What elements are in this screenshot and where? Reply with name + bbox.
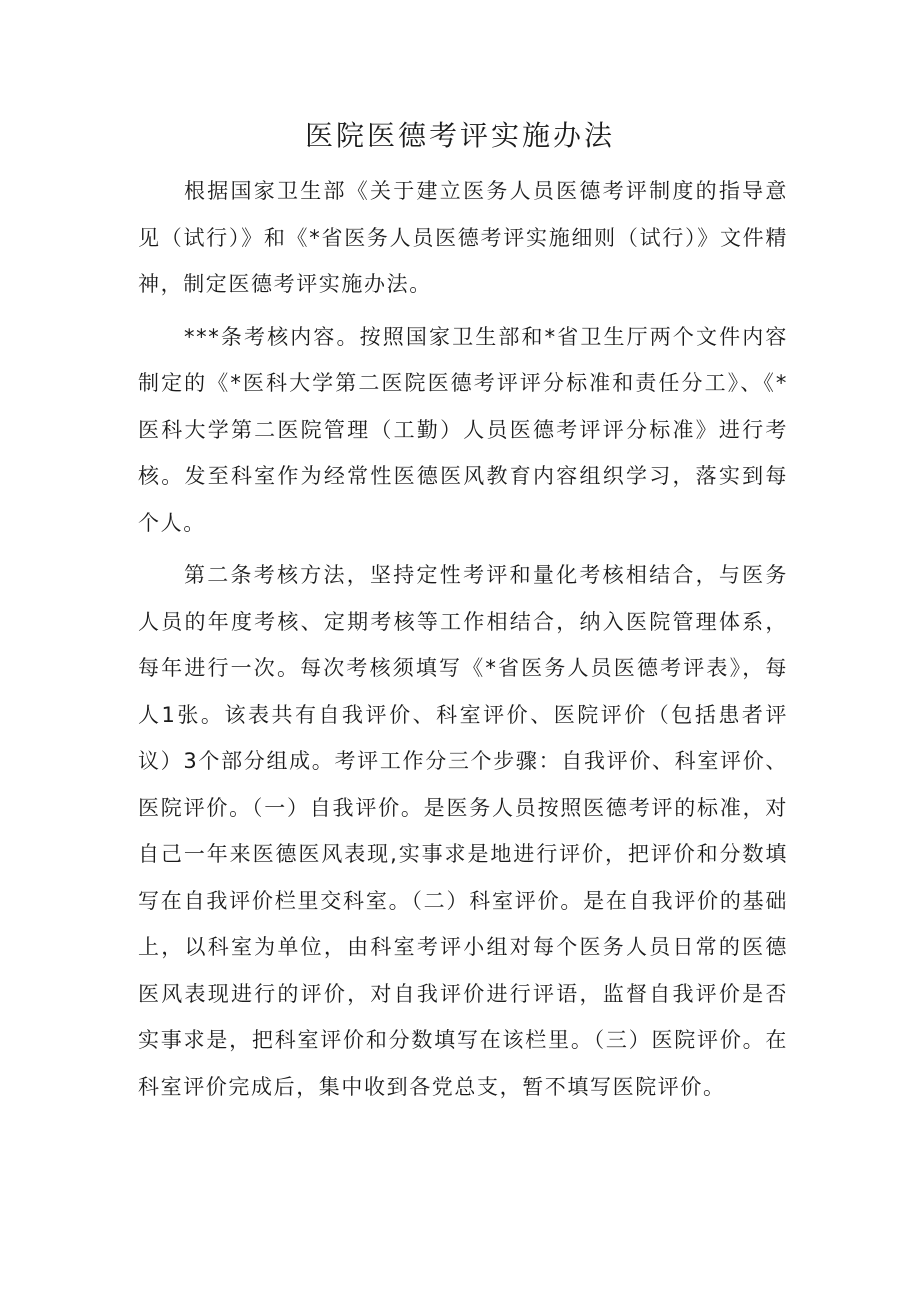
paragraph-article-2: 第二条考核方法，坚持定性考评和量化考核相结合，与医务人员的年度考核、定期考核等工作相结合，纳入医院管理体系，每年进行一次。每次考核须填写《*省医务人员医德考评表》，每人1张。该表共有自我评价、科室评价、医院评价（包括患者评议）3个部分组成。考评工作分三个步骤：自我评价、科室评价、医院评价。（一）自我评价。是医务人员按照医德考评的标准，对自己一年来医德医风表现,实事求是地进行评价，把评价和分数填写在自我评价栏里交科室。（二）科室评价。是在自我评价的基础上，以科室为单位，由科室考评小组对每个医务人员日常的医德医风表现进行的评价，对自我评价进行评语，监督自我评价是否实事求是，把科室评价和分数填写在该栏里。（三）医院评价。在科室评价完成后，集中收到各党总支，暂不填写医院评价。 xyxy=(138,563,788,1099)
paragraph-article-1: ***条考核内容。按照国家卫生部和*省卫生厅两个文件内容制定的《*医科大学第二医院医德考评评分标准和责任分工》、《*医科大学第二医院管理（工勤）人员医德考评评分标准》进行考核。发至科室作为经常性医德医风教育内容组织学习，落实到每个人。 xyxy=(138,324,788,535)
paragraph-intro: 根据国家卫生部《关于建立医务人员医德考评制度的指导意见（试行）》和《*省医务人员医德考评实施细则（试行）》文件精神，制定医德考评实施办法。 xyxy=(138,179,788,296)
document-body xyxy=(138,168,788,1116)
document-title: 医院医德考评实施办法 xyxy=(304,119,615,152)
